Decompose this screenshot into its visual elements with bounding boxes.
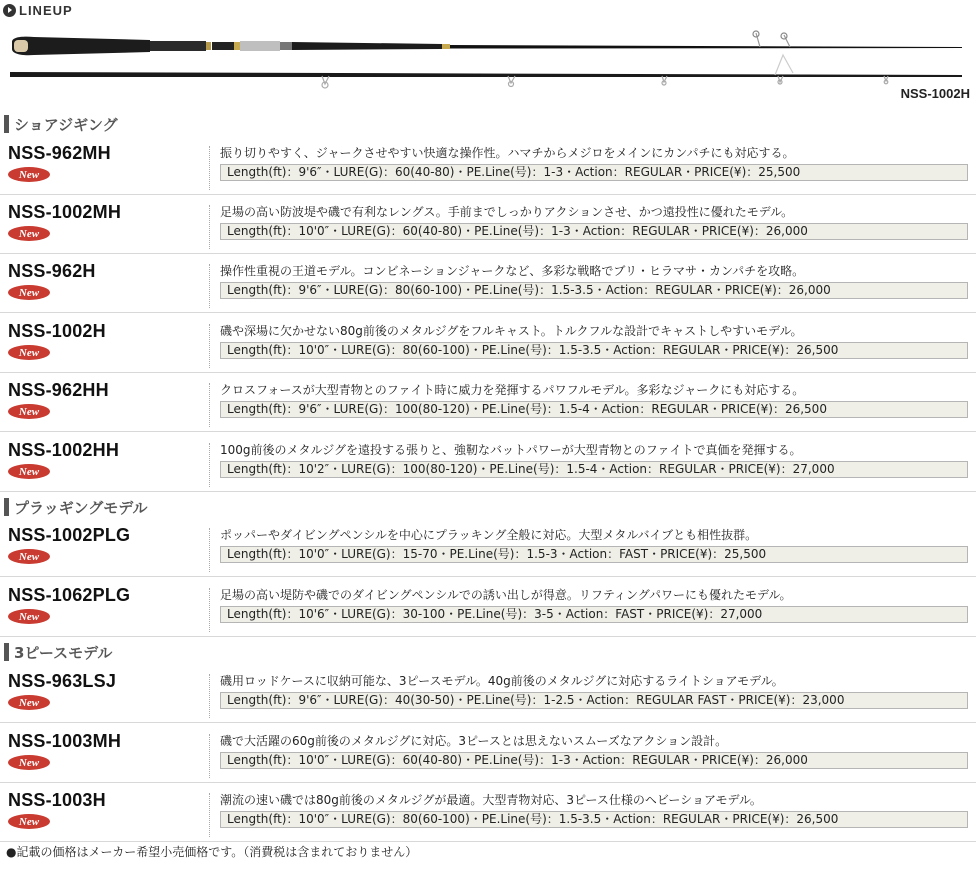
- product-specs: Length(ft)：10'0″・LURE(G)：80(60-100)・PE.Line(号)：1.5-3.5・Action：REGULAR・PRICE(¥)：26,500: [220, 342, 968, 359]
- product-description: ポッパーやダイビングペンシルを中心にプラッキング全般に対応。大型メタルバイブとも相性抜群。: [220, 528, 758, 542]
- product-description: 操作性重視の王道モデル。コンビネーションジャークなど、多彩な戦略でブリ・ヒラマサ・カンパチを攻略。: [220, 264, 805, 278]
- product-specs: Length(ft)：9'6″・LURE(G)：60(40-80)・PE.Line(号)：1-3・Action：REGULAR・PRICE(¥)：25,500: [220, 164, 968, 181]
- product-model: NSS-1062PLG: [8, 585, 131, 605]
- product-description: クロスフォースが大型青物とのファイト時に威力を発揮するパワフルモデル。多彩なジャークにも対応する。: [220, 383, 805, 397]
- product-description: 100g前後のメタルジグを遠投する張りと、強靭なバットパワーが大型青物とのファイトで真価を発揮する。: [220, 443, 802, 457]
- product-row: [0, 320, 976, 373]
- product-row: [0, 379, 976, 432]
- product-model: NSS-1002H: [8, 321, 106, 341]
- product-row: [0, 584, 976, 637]
- section-title: ショアジギング: [14, 115, 118, 134]
- product-description: 磯で大活躍の60g前後のメタルジグに対応。3ピースとは思えないスムーズなアクション設計。: [220, 734, 728, 748]
- product-description: 足場の高い堤防や磯でのダイビングペンシルでの誘い出しが得意。リフティングパワーにも優れたモデル。: [220, 588, 792, 602]
- product-row: [0, 142, 976, 195]
- product-specs: Length(ft)：9'6″・LURE(G)：40(30-50)・PE.Line(号)：1-2.5・Action：REGULAR FAST・PRICE(¥)：23,000: [220, 692, 968, 709]
- product-model: NSS-963LSJ: [8, 671, 117, 691]
- new-badge: New: [8, 464, 50, 479]
- product-specs: Length(ft)：10'0″・LURE(G)：80(60-100)・PE.Line(号)：1.5-3.5・Action：REGULAR・PRICE(¥)：26,500: [220, 811, 968, 828]
- product-model: NSS-1003MH: [8, 731, 122, 751]
- product-description: 磯用ロッドケースに収納可能な、3ピースモデル。40g前後のメタルジグに対応するライトショアモデル。: [220, 674, 784, 688]
- section-title: プラッギングモデル: [14, 498, 148, 517]
- product-model: NSS-1002PLG: [8, 525, 131, 545]
- new-badge: New: [8, 345, 50, 360]
- rod-grip-rear: [12, 37, 150, 56]
- product-row: [0, 524, 976, 577]
- product-description: 振り切りやすく、ジャークさせやすい快適な操作性。ハマチからメジロをメインにカンパチにも対応する。: [220, 146, 795, 160]
- product-description: 磯や深場に欠かせない80g前後のメタルジグをフルキャスト。トルクフルな設計でキャストしやすいモデル。: [220, 324, 803, 338]
- product-row: [0, 201, 976, 254]
- new-badge: New: [8, 549, 50, 564]
- new-badge: New: [8, 285, 50, 300]
- play-bullet-icon: [3, 4, 16, 17]
- rod-image: [0, 30, 976, 90]
- new-badge: New: [8, 814, 50, 829]
- section-title: 3ピースモデル: [14, 643, 113, 662]
- product-specs: Length(ft)：10'0″・LURE(G)：15-70・PE.Line(号)：1.5-3・Action：FAST・PRICE(¥)：25,500: [220, 546, 968, 563]
- section-plugging: [4, 496, 148, 518]
- section-3-piece: [4, 641, 112, 663]
- new-badge: New: [8, 404, 50, 419]
- lineup-title: LINEUP: [19, 2, 73, 18]
- lineup-header: [3, 2, 73, 18]
- rod-model-label: NSS-1002H: [900, 86, 970, 101]
- price-footnote: ●記載の価格はメーカー希望小売価格です。（消費税は含まれておりません）: [6, 845, 418, 859]
- product-model: NSS-1002MH: [8, 202, 122, 222]
- product-description: 足場の高い防波堤や磯で有利なレングス。手前までしっかりアクションさせ、かつ遠投性に優れたモデル。: [220, 205, 794, 219]
- product-row: [0, 260, 976, 313]
- product-specs: Length(ft)：10'0″・LURE(G)：60(40-80)・PE.Line(号)：1-3・Action：REGULAR・PRICE(¥)：26,000: [220, 752, 968, 769]
- product-specs: Length(ft)：9'6″・LURE(G)：100(80-120)・PE.Line(号)：1.5-4・Action：REGULAR・PRICE(¥)：26,500: [220, 401, 968, 418]
- new-badge: New: [8, 695, 50, 710]
- section-shore-jigging: [4, 113, 118, 135]
- product-row: [0, 439, 976, 492]
- product-model: NSS-1002HH: [8, 440, 120, 460]
- rod-butt-cap: [14, 40, 28, 52]
- new-badge: New: [8, 226, 50, 241]
- product-specs: Length(ft)：10'2″・LURE(G)：100(80-120)・PE.Line(号)：1.5-4・Action：REGULAR・PRICE(¥)：27,000: [220, 461, 968, 478]
- rod-blank-upper: [450, 45, 962, 49]
- product-model: NSS-962HH: [8, 380, 109, 400]
- rod-guides: [322, 55, 888, 88]
- rod-reel-seat: [150, 41, 206, 51]
- product-specs: Length(ft)：9'6″・LURE(G)：80(60-100)・PE.Line(号)：1.5-3.5・Action：REGULAR・PRICE(¥)：26,000: [220, 282, 968, 299]
- product-model: NSS-1003H: [8, 790, 106, 810]
- rod-fore-grip: [292, 42, 442, 50]
- product-row: [0, 789, 976, 842]
- product-specs: Length(ft)：10'6″・LURE(G)：30-100・PE.Line(号)：3-5・Action：FAST・PRICE(¥)：27,000: [220, 606, 968, 623]
- new-badge: New: [8, 609, 50, 624]
- rod-reel-hood: [240, 41, 280, 51]
- product-specs: Length(ft)：10'0″・LURE(G)：60(40-80)・PE.Line(号)：1-3・Action：REGULAR・PRICE(¥)：26,000: [220, 223, 968, 240]
- product-model: NSS-962MH: [8, 143, 111, 163]
- new-badge: New: [8, 167, 50, 182]
- new-badge: New: [8, 755, 50, 770]
- product-row: [0, 730, 976, 783]
- product-model: NSS-962H: [8, 261, 96, 281]
- product-description: 潮流の速い磯では80g前後のメタルジグが最適。大型青物対応、3ピース仕様のヘビーショアモデル。: [220, 793, 762, 807]
- product-row: [0, 670, 976, 723]
- rod-blank-lower: [10, 72, 962, 77]
